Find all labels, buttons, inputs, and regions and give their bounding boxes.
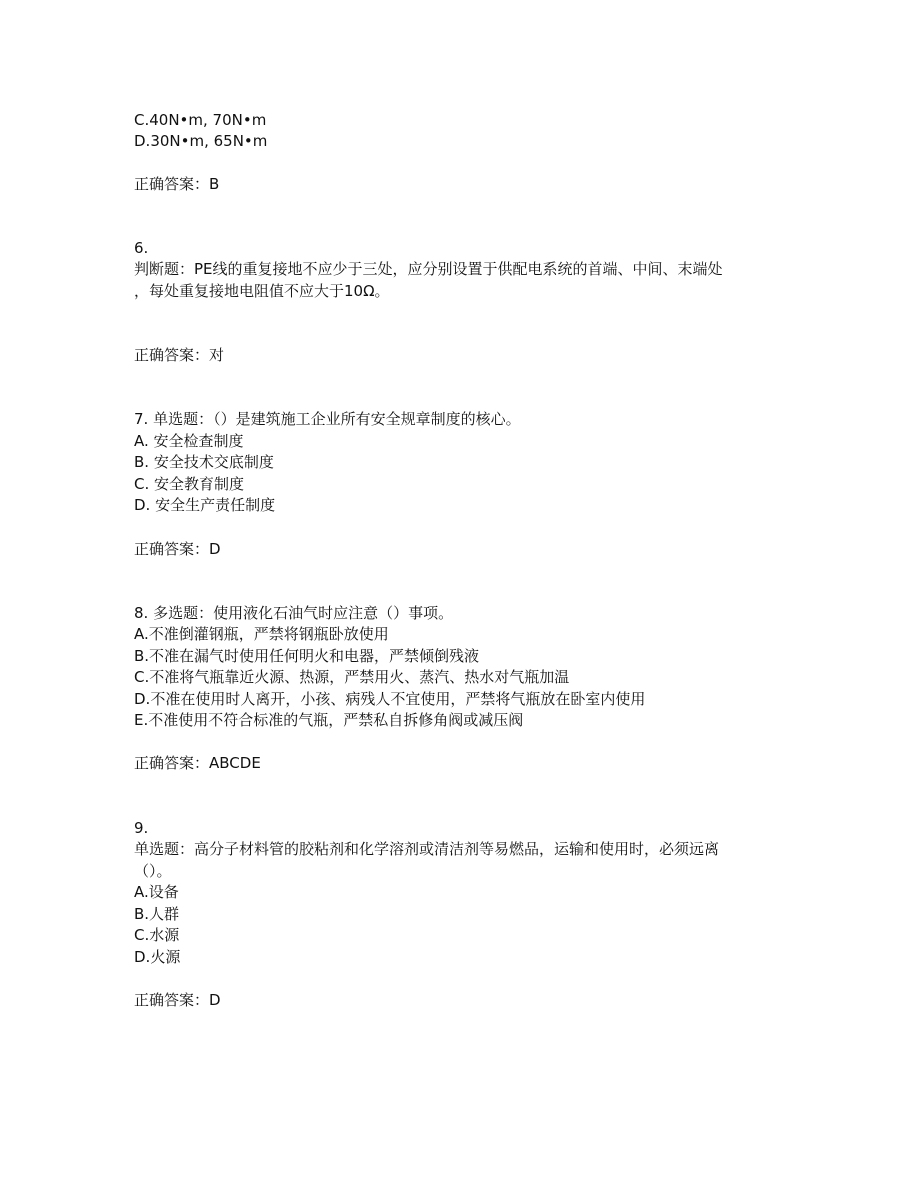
q8-option-b: B.不准在漏气时使用任何明火和电器，严禁倾倒残液 — [134, 647, 480, 665]
q9-number: 9. — [134, 819, 149, 837]
q9-answer: 正确答案：D — [134, 991, 221, 1009]
q8-option-d: D.不准在使用时人离开，小孩、病残人不宜使用，严禁将气瓶放在卧室内使用 — [134, 690, 646, 708]
q8-answer: 正确答案：ABCDE — [134, 754, 261, 772]
q9-text-line2: （）。 — [134, 862, 172, 880]
q8-question: 8. 多选题：使用液化石油气时应注意（）事项。 — [134, 604, 454, 622]
q6-number: 6. — [134, 239, 149, 257]
q7-question: 7. 单选题：（）是建筑施工企业所有安全规章制度的核心。 — [134, 410, 521, 428]
q8-option-c: C.不准将气瓶靠近火源、热源，严禁用火、蒸汽、热水对气瓶加温 — [134, 668, 570, 686]
q9-option-b: B.人群 — [134, 905, 180, 923]
q8-option-e: E.不准使用不符合标准的气瓶，严禁私自拆修角阀或减压阀 — [134, 711, 524, 729]
q7-option-c: C. 安全教育制度 — [134, 475, 245, 493]
q6-answer: 正确答案：对 — [134, 346, 225, 364]
q5-option-c: C.40N•m, 70N•m — [134, 111, 267, 129]
q7-answer: 正确答案：D — [134, 540, 221, 558]
q7-option-d: D. 安全生产责任制度 — [134, 496, 276, 514]
q6-text-line2: ，每处重复接地电阻值不应大于10Ω。 — [134, 282, 390, 300]
q7-option-a: A. 安全检查制度 — [134, 432, 244, 450]
q9-option-a: A.设备 — [134, 883, 179, 901]
q8-option-a: A.不准倒灌钢瓶，严禁将钢瓶卧放使用 — [134, 625, 389, 643]
q6-text-line1: 判断题：PE线的重复接地不应少于三处，应分别设置于供配电系统的首端、中间、末端处 — [134, 260, 723, 278]
q5-option-d: D.30N•m, 65N•m — [134, 132, 268, 150]
q5-answer: 正确答案：B — [134, 175, 220, 193]
q9-option-d: D.火源 — [134, 948, 181, 966]
q9-text-line1: 单选题：高分子材料管的胶粘剂和化学溶剂或清洁剂等易燃品，运输和使用时，必须远离 — [134, 840, 720, 858]
q9-option-c: C.水源 — [134, 926, 180, 944]
q7-option-b: B. 安全技术交底制度 — [134, 453, 274, 471]
